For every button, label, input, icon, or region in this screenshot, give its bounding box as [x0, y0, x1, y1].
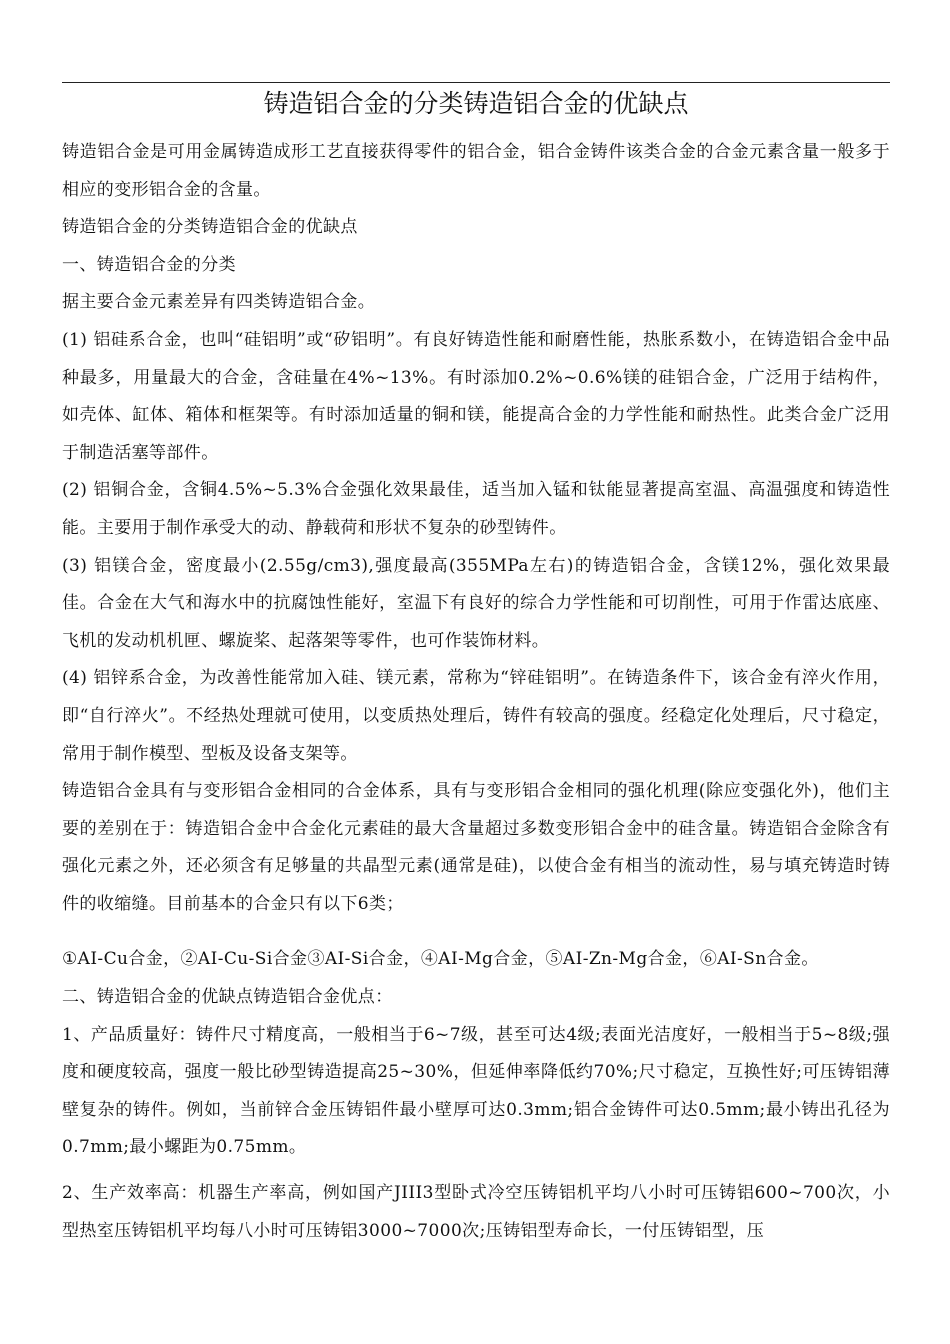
paragraph-intro: 铸造铝合金是可用金属铸造成形工艺直接获得零件的铝合金，铝合金铸件该类合金的合金元素含量一般多于相应的变形铝合金的含量。 [62, 142, 890, 200]
paragraph-al-zn: (4) 铝锌系合金，为改善性能常加入硅、镁元素，常称为“锌硅铝明”。在铸造条件下，该合金有淬火作用，即“自行淬火”。不经热处理就可使用，以变质热处理后，铸件有较高的强度。经稳定化处理后，尺寸稳定，常用于制作模型、型板及设备支架等。 [62, 668, 890, 764]
paragraph-efficiency: 2、生产效率高：机器生产率高，例如国产JIII3型卧式冷空压铸铝机平均八小时可压铸铝600~700次，小型热室压铸铝机平均每八小时可压铸铝3000~7000次;压铸铝型寿命长，一付压铸铝型，压 [62, 1183, 890, 1241]
paragraph-al-si: (1) 铝硅系合金，也叫“硅铝明”或“矽铝明”。有良好铸造性能和耐磨性能，热胀系数小，在铸造铝合金中品种最多，用量最大的合金，含硅量在4%~13%。有时添加0.2%~0.6%镁的硅铝合金，广泛用于结构件，如壳体、缸体、箱体和框架等。有时添加适量的铜和镁，能提高合金的力学性能和耐热性。此类合金广泛用于制造活塞等部件。 [62, 329, 890, 463]
paragraph-subtitle: 铸造铝合金的分类铸造铝合金的优缺点 [62, 217, 358, 238]
paragraph-quality: 1、产品质量好：铸件尺寸精度高，一般相当于6~7级，甚至可达4级;表面光洁度好，一般相当于5~8级;强度和硬度较高，强度一般比砂型铸造提高25~30%，但延伸率降低约70%;尺寸稳定，互换性好;可压铸铝薄壁复杂的铸件。例如，当前锌合金压铸铝件最小壁厚可达0.3mm;铝合金铸件可达0.5mm;最小铸出孔径为0.7mm;最小螺距为0.75mm。 [62, 1024, 890, 1158]
section-heading-pros-cons: 二、铸造铝合金的优缺点铸造铝合金优点： [62, 987, 393, 1008]
paragraph-alloy-systems: 铸造铝合金具有与变形铝合金相同的合金体系，具有与变形铝合金相同的强化机理(除应变强化外)，他们主要的差别在于：铸造铝合金中合金化元素硅的最大含量超过多数变形铝合金中的硅含量。铸造铝合金除含有强化元素之外，还必须含有足够量的共晶型元素(通常是硅)，以使合金有相当的流动性，易与填充铸造时铸件的收缩缝。目前基本的合金只有以下6类； [62, 781, 890, 914]
header-rule [62, 82, 890, 83]
section-heading-classification: 一、铸造铝合金的分类 [62, 254, 236, 275]
document-body [62, 134, 890, 1250]
paragraph-al-mg: (3) 铝镁合金，密度最小(2.55g/cm3),强度最高(355MPa左右)的铸造铝合金，含镁12%，强化效果最佳。合金在大气和海水中的抗腐蚀性能好，室温下有良好的综合力学性能和可切削性，可用于作雷达底座、飞机的发动机机匣、螺旋桨、起落架等零件，也可作装饰材料。 [62, 555, 890, 651]
document-title: 铸造铝合金的分类铸造铝合金的优缺点 [263, 89, 689, 118]
paragraph-al-cu: (2) 铝铜合金，含铜4.5%~5.3%合金强化效果最佳，适当加入锰和钛能显著提高室温、高温强度和铸造性能。主要用于制作承受大的动、静载荷和形状不复杂的砂型铸件。 [62, 480, 890, 538]
paragraph-four-types: 据主要合金元素差异有四类铸造铝合金。 [62, 292, 376, 313]
paragraph-alloy-list: ①AI-Cu合金，②AI-Cu-Si合金③AI-Si合金，④AI-Mg合金，⑤AI-Zn-Mg合金，⑥AI-Sn合金。 [62, 949, 819, 970]
